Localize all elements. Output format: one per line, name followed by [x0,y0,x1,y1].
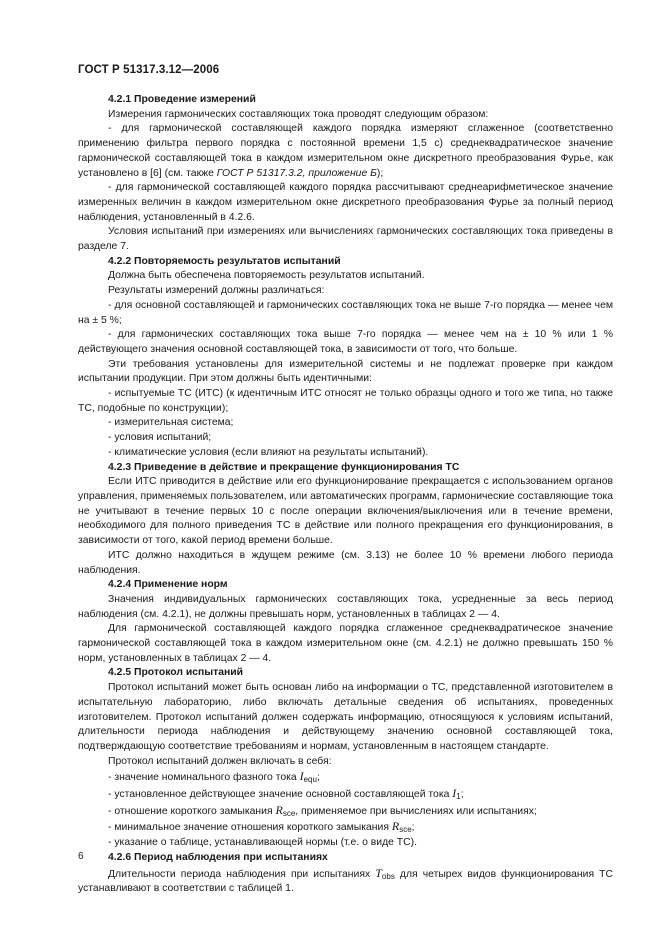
variable-subscript: equ [303,775,317,785]
page-number: 6 [78,851,84,862]
variable: I [452,786,457,801]
variable-subscript: 1 [456,792,461,802]
paragraph: Протокол испытаний может быть основан либо на информации о ТС, представленной изготовителем в испытательную лабораторию, либо включать детальные сведения об испытаниях, проведенных изготовителем. Протокол испытаний должен содержать информацию, относящуюся к условиям испытаний, длительности периода наблюдения и действующему значению основной составляющей тока, подтверждающую соответствие требованиям и нормам, установленным в настоящем стандарте. [78,682,613,752]
reference-link: ГОСТ Р 51317.3.2, приложение Б [216,167,377,179]
paragraph: Условия испытаний при измерениях или вычислениях гармонических составляющих тока приведены в разделе 7. [78,226,613,253]
list-item: - для основной составляющей и гармонических составляющих тока не выше 7-го порядка — менее чем на ± 5 %; [78,299,613,326]
variable-subscript: obs [381,871,395,881]
list-item: - условия испытаний; [108,432,212,444]
list-item: - значение номинального фазного тока $I_{equ}$; [108,769,320,785]
paragraph: Измерения гармонических составляющих тока проводят следующим образом: [108,108,489,120]
variable-subscript: sce [282,808,296,818]
list-item: - установленное действующее значение основной составляющей тока $I_1$; [108,786,464,802]
list-item: - указание о таблице, устанавливающей нормы (т.е. о виде ТС). [108,837,418,849]
section-heading-4-2-1: 4.2.1 Проведение измерений [108,94,256,105]
list-item: - для гармонических составляющих тока выше 7-го порядка — менее чем на ± 10 % или 1 % действующего значения основной составляющей тока, в зависимости от того, что больше. [78,329,613,355]
paragraph: ИТС должно находиться в ждущем режиме (см. 3.13) не более 10 % времени любого периода наблюдения. [78,549,613,576]
section-heading-4-2-2: 4.2.2 Повторяемость результатов испытаний [108,255,341,267]
list-item: - измерительная система; [108,417,234,429]
paragraph: Длительности периода наблюдения при испытаниях $T_{obs}$ для четырех видов функционирования ТС устанавливают в соответствии с таблицей 1. [78,865,613,895]
paragraph: Эти требования установлены для измерительной системы и не подлежат проверке при каждом испытании продукции. При этом должны быть идентичными: [78,358,613,385]
list-item: - для гармонической составляющей каждого порядка измеряют сглаженное (соответственно применению фильтра первого порядка с постоянной времени 1,5 с) среднеквадратическое значение гармонической составляющей тока в каждом измерительном окне дискретного преобразования Фурье, как установлено в [6] (см. также ГОСТ Р 51317.3.2, приложение Б); [78,123,613,179]
paragraph: Протокол испытаний должен включать в себя: [108,755,332,767]
section-heading-4-2-5: 4.2.5 Протокол испытаний [108,667,244,679]
variable-subscript: sce [399,825,412,835]
paragraph: Значения индивидуальных гармонических составляющих тока, усредненные за весь период наблюдения (см. 4.2.1), не должны превышать норм, установленных в таблицах 2 — 4. [78,593,613,620]
section-heading-4-2-6: 4.2.6 Период наблюдения при испытаниях [108,851,328,863]
section-heading-4-2-3: 4.2.3 Приведение в действие и прекращение функционирования ТС [108,461,460,473]
paragraph: Результаты измерений должны различаться: [108,285,325,297]
section-heading-4-2-4: 4.2.4 Применение норм [108,579,228,591]
list-item: - для гармонической составляющей каждого порядка рассчитывают среднеарифметическое значение измеренных величин в каждом измерительном окне дискретного преобразования Фурье за полный период наблюдения, установленный в 4.2.6. [78,182,613,223]
list-item: - климатические условия (если влияют на результаты испытаний). [108,446,429,458]
paragraph: Если ИТС приводится в действие или его функционирование прекращается с использованием органов управления, применяемых пользователем, или автоматических программ, гармонические составляющие тока не учитывают в течение первых 10 с после операции включения/выключения или в течение времени, необходимого для полного приведения ТС в действие или полного прекращения его функционирования, в зависимости от того, какой период времени больше. [78,476,613,547]
paragraph: Для гармонической составляющей каждого порядка сглаженное среднеквадратическое значение гармонической составляющей тока в каждом измерительном окне (см. 4.2.1) не должно превышать 150 % норм, установленных в таблицах 2 — 4. [78,623,613,664]
paragraph: Должна быть обеспечена повторяемость результатов испытаний. [108,270,425,282]
variable: T [375,865,382,880]
document-body [78,93,613,897]
variable: R [391,819,400,834]
list-item: - отношение короткого замыкания $R_{sce}$, применяемое при вычислениях или испытаниях; [108,802,537,818]
variable: I [299,769,304,784]
document-header: ГОСТ Р 51317.3.12—2006 [78,64,220,76]
list-item: - испытуемые ТС (ИТС) (к идентичным ИТС относят не только образцы одного и того же типа, но также ТС, подобные по конструкции); [78,388,613,414]
list-item: - минимальное значение отношения короткого замыкания $R_{sce}$; [108,819,415,835]
variable: R [275,802,283,817]
